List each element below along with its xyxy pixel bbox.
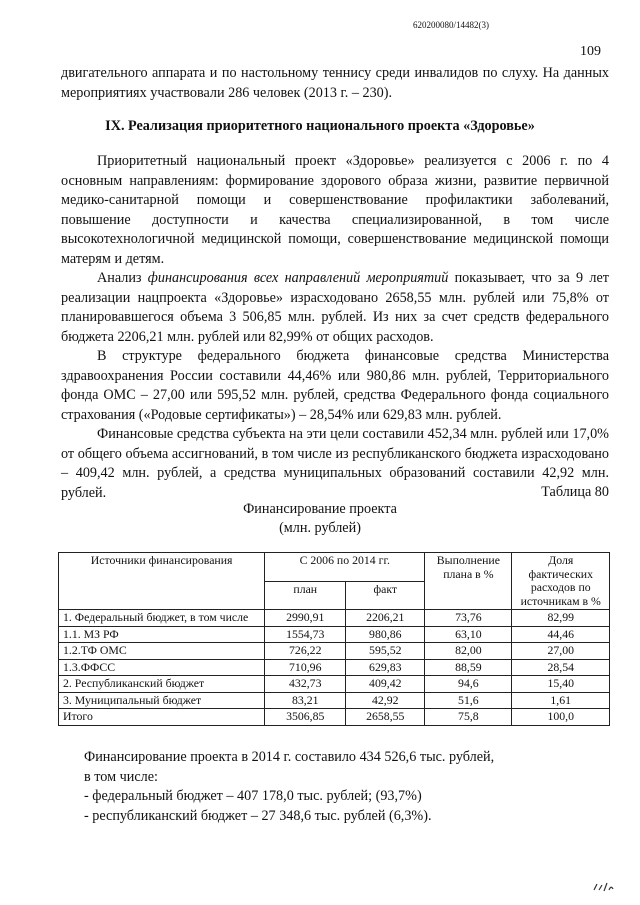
cell-share: 100,0 [512,709,610,726]
cell-plan: 432,73 [265,676,346,693]
cell-execution: 75,8 [425,709,512,726]
paragraph-rest: показывает, что за 9 лет реализации нацпроекта «Здоровье» израсходовано 2658,55 млн. рублей или 75,8% от планировавшегося объема 3 506,85 млн. рублей. Из них за счет средств федерального бюджета 2206,21 млн. рублей или 82,99% от общих расходов. [61,270,609,345]
cell-fact: 2658,55 [346,709,425,726]
cell-share: 1,61 [512,692,610,709]
table-caption-title: Финансирование проекта [243,501,397,517]
header-plan: план [265,581,346,610]
table-row [59,643,610,660]
cell-execution: 63,10 [425,626,512,643]
cell-execution: 51,6 [425,692,512,709]
header-source: Источники финансирования [59,553,265,610]
handwritten-mark [593,881,615,893]
cell-share: 82,99 [512,610,610,627]
table-row [59,692,610,709]
cell-plan: 2990,91 [265,610,346,627]
table-row [59,610,610,627]
cell-source: 1.1. МЗ РФ [59,626,265,643]
section-heading: IX. Реализация приоритетного национального проекта «Здоровье» [105,118,535,134]
cell-fact: 595,52 [346,643,425,660]
table-caption [200,500,440,538]
table-caption-units: (млн. рублей) [279,520,361,536]
cell-execution: 94,6 [425,676,512,693]
paragraph-emphasis: финансирования всех направлений мероприятий [147,270,449,286]
cell-plan: 3506,85 [265,709,346,726]
summary-line: в том числе: [84,768,158,785]
header-execution: Выполнение плана в % [425,553,512,610]
cell-share: 27,00 [512,643,610,660]
cell-fact: 42,92 [346,692,425,709]
section-body [61,152,609,503]
header-period: С 2006 по 2014 гг. [265,553,425,582]
cell-fact: 409,42 [346,676,425,693]
header-share: Доля фактических расходов по источникам в % [512,553,610,610]
paragraph-financing-analysis [61,269,609,347]
table-total-row [59,709,610,726]
cell-share: 28,54 [512,659,610,676]
table-row [59,659,610,676]
paragraph-federal-structure: В структуре федерального бюджета финансовые средства Министерства здравоохранения России составили 44,46% или 980,86 млн. рублей, Территориального фонда ОМС – 27,00 или 595,52 млн. рублей, средства Федерального фонда социального страхования («Родовые сертификаты») – 28,54% или 629,83 млн. рублей. [61,348,609,423]
cell-execution: 88,59 [425,659,512,676]
paragraph-directions: Приоритетный национальный проект «Здоровье» реализуется с 2006 г. по 4 основным направлениям: формирование здорового образа жизни, развитие первичной медико-санитарной помощи и совершенствование профилактики заболеваний, повышение доступности и качества специализированной, в том числе высокотехнологичной медицинской помощи, совершенствование медицинской помощи матерям и детям. [61,153,609,267]
summary-line: Финансирование проекта в 2014 г. составило 434 526,6 тыс. рублей, [84,749,495,765]
cell-plan: 726,22 [265,643,346,660]
summary-line: - республиканский бюджет – 27 348,6 тыс. рублей (6,3%). [84,807,432,824]
cell-source: 1.3.ФФСС [59,659,265,676]
table-row [59,676,610,693]
cell-source: 2. Республиканский бюджет [59,676,265,693]
cell-execution: 73,76 [425,610,512,627]
cell-plan: 83,21 [265,692,346,709]
table-header-row [59,553,610,582]
cell-plan: 1554,73 [265,626,346,643]
cell-fact: 629,83 [346,659,425,676]
cell-plan: 710,96 [265,659,346,676]
paragraph-lead: Анализ [97,270,148,286]
cell-execution: 82,00 [425,643,512,660]
cell-fact: 2206,21 [346,610,425,627]
table-row [59,626,610,643]
page-number: 109 [580,44,601,59]
summary-line: - федеральный бюджет – 407 178,0 тыс. рублей; (93,7%) [84,788,422,805]
paragraph-subject-funds: Финансовые средства субъекта на эти цели составили 452,34 млн. рублей или 17,0% от общего объема ассигнований, в том числе из республиканского бюджета израсходовано – 409,42 млн. рублей, а средства муниципальных образований составили 42,92 млн. рублей. [61,426,609,501]
document-id: 620200080/14482(3) [413,20,489,30]
financing-table [58,552,610,726]
cell-fact: 980,86 [346,626,425,643]
cell-source: 1. Федеральный бюджет, в том числе [59,610,265,627]
intro-paragraph: двигательного аппарата и по настольному теннису среди инвалидов по слуху. На данных мероприятиях участвовали 286 человек (2013 г. – 230). [61,65,609,101]
cell-source: 3. Муниципальный бюджет [59,692,265,709]
cell-share: 44,46 [512,626,610,643]
table-label: Таблица 80 [541,484,609,500]
financing-2014-summary [84,748,584,826]
cell-share: 15,40 [512,676,610,693]
cell-source: 1.2.ТФ ОМС [59,643,265,660]
cell-source: Итого [59,709,265,726]
header-fact: факт [346,581,425,610]
